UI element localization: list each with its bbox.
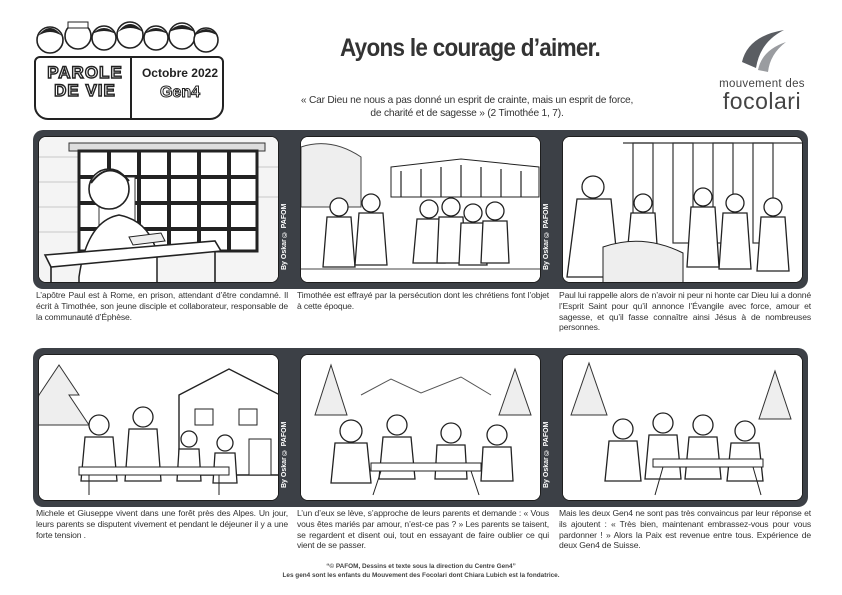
focolari-mark-icon xyxy=(738,28,788,74)
illustration-credit: By Oskar © PAFOM xyxy=(281,203,288,270)
comic-panel-2 xyxy=(300,136,541,283)
comic-panel-4 xyxy=(38,354,279,501)
family-house-forest-icon xyxy=(39,355,279,501)
comic-panel-3 xyxy=(562,136,803,283)
comic-panel-6 xyxy=(562,354,803,501)
brand-subtitle: mouvement des xyxy=(719,78,805,90)
illustration-credit: By Oskar © PAFOM xyxy=(543,421,550,488)
open-book-icon xyxy=(34,56,224,120)
panel-caption: L’un d’eux se lève, s’approche de leurs parents et demande : « Vous vous êtes mariés par amour, n’est-ce pas ? » Les parents se taisent, se regardent et disent oui, tout en essayant de faire oublier ce qui vient de se passer. xyxy=(297,508,549,551)
issue-month: Octobre 2022 xyxy=(141,66,219,80)
panel-caption: Michele et Giuseppe vivent dans une forêt près des Alpes. Un jour, leurs parents se disputent vivement et pendant le déjeuner il y a une forte tension . xyxy=(36,508,288,540)
paul-preaching-icon xyxy=(563,137,803,283)
illustration-credit: By Oskar © PAFOM xyxy=(543,203,550,270)
illustration-credit: By Oskar © PAFOM xyxy=(793,203,800,270)
scripture-quote: « Car Dieu ne nous a pas donné un esprit de crainte, mais un esprit de force, de charité et de sagesse » (2 Timothée 1, 7). xyxy=(300,95,634,119)
illustration-credit: By Oskar © PAFOM xyxy=(281,421,288,488)
panel-caption: Mais les deux Gen4 ne sont pas très convaincus par leur réponse et ils ajoutent : « Très bien, maintenant embrassez-vous pour vous pardonner ! » Alors la Paix est revenue entre tous. Expérience de deux Gen4 de Suisse. xyxy=(559,508,811,551)
parole-de-vie-logo xyxy=(34,10,224,122)
panel-caption: Paul lui rappelle alors de n’avoir ni peur ni honte car Dieu lui a donné l’Esprit Saint pour qu’il annonce l’Évangile avec force, amour et sagesse, et qu’il fasse connaître ainsi Jésus à de nombreuses personnes. xyxy=(559,290,811,333)
illustration-credit: By Oskar © PAFOM xyxy=(793,421,800,488)
persecution-crowd-icon xyxy=(301,137,541,283)
panel-caption: L’apôtre Paul est à Rome, en prison, attendant d’être condamné. Il écrit à Timothée, son jeune disciple et collaborateur, responsable de la communauté d’Éphèse. xyxy=(36,290,288,322)
movement-note: Les gen4 sont les enfants du Mouvement des Focolari dont Chiara Lubich est la fondatrice. xyxy=(282,572,560,579)
prison-writing-icon xyxy=(39,137,279,283)
focolari-logo xyxy=(712,28,812,118)
children-heads-icon xyxy=(34,10,224,60)
comic-panel-1 xyxy=(38,136,279,283)
family-reconciliation-icon xyxy=(563,355,803,501)
comic-strip-top xyxy=(33,130,808,289)
page-title: Ayons le courage d’aimer. xyxy=(339,34,601,62)
comic-panel-5 xyxy=(300,354,541,501)
comic-strip-bottom xyxy=(33,348,808,507)
logo-wordmark: PAROLE DE VIE xyxy=(47,63,123,100)
family-picnic-table-icon xyxy=(301,355,541,501)
edition-label: Gen4 xyxy=(159,84,200,101)
brand-name: focolari xyxy=(722,88,802,114)
copyright-note: “© PAFOM, Dessins et texte sous la direction du Centre Gen4” xyxy=(326,563,516,570)
panel-caption: Timothée est effrayé par la persécution dont les chrétiens font l’objet à cette époque. xyxy=(297,290,549,311)
